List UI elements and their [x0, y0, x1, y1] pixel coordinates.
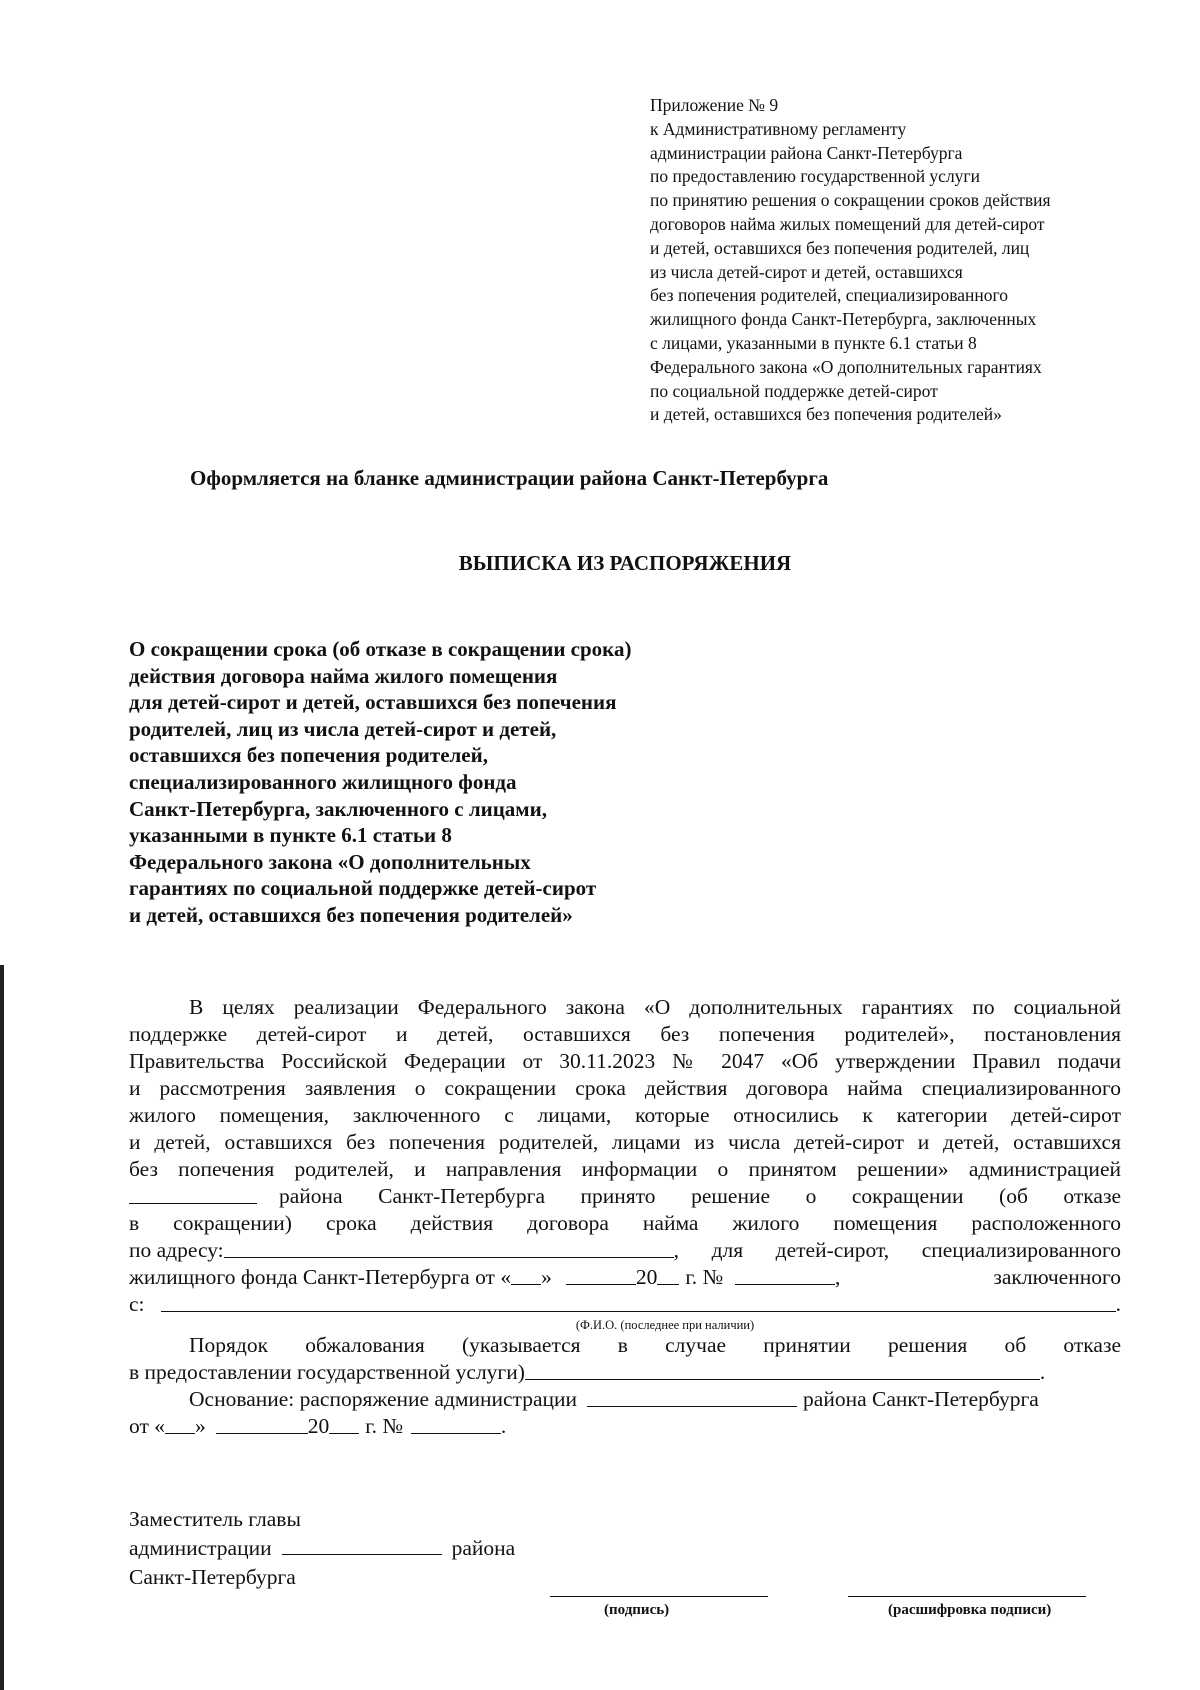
- order-number-blank[interactable]: [411, 1413, 501, 1434]
- order-day-blank[interactable]: [165, 1413, 195, 1434]
- signature-caption: (подпись): [604, 1602, 670, 1618]
- body-text: жилищного фонда Санкт-Петербурга от «: [129, 1265, 512, 1289]
- blank-note: Оформляется на бланке администрации района Санкт-Петербурга: [190, 466, 829, 490]
- body-line: в сокращении) срока действия договора найма жилого помещения расположенного: [129, 1211, 1121, 1235]
- body-line-with: [129, 1291, 1121, 1318]
- appendix-line: по принятию решения о сокращении сроков действия: [650, 190, 1051, 211]
- appendix-line: по предоставлению государственной услуги: [650, 166, 980, 187]
- subject-heading: [129, 636, 769, 929]
- appendix-line: Федерального закона «О дополнительных гарантиях: [650, 356, 1042, 377]
- signature-decode-caption: (расшифровка подписи): [888, 1602, 1052, 1618]
- body-text: г. №: [365, 1414, 403, 1438]
- body-line: Правительства Российской Федерации от 30.11.2023 № 2047 «Об утверждении Правил подачи: [129, 1049, 1121, 1073]
- body-text: »: [541, 1265, 552, 1289]
- body-line: Порядок обжалования (указывается в случае принятии решения об отказе: [189, 1333, 1121, 1357]
- subject-line: специализированного жилищного фонда: [129, 769, 517, 794]
- body-text: г. №: [685, 1265, 723, 1289]
- signer-block: [129, 1505, 589, 1592]
- fio-caption: (Ф.И.О. (последнее при наличии): [575, 1318, 755, 1332]
- signature-decode-line[interactable]: [848, 1596, 1086, 1597]
- body-text: 20: [635, 1265, 658, 1289]
- body-text: »: [195, 1414, 206, 1438]
- body-text: в предоставлении государственной услуги): [129, 1360, 525, 1384]
- subject-line: родителей, лиц из числа детей-сирот и детей,: [129, 716, 557, 741]
- appendix-line: жилищного фонда Санкт-Петербурга, заключенных: [650, 309, 1037, 330]
- body-text: .: [1115, 1292, 1121, 1316]
- appendix-line: к Административному регламенту: [650, 118, 907, 139]
- appeal-blank[interactable]: [525, 1359, 1040, 1380]
- subject-line: и детей, оставшихся без попечения родителей»: [129, 902, 573, 927]
- subject-line: гарантиях по социальной поддержке детей-сирот: [129, 876, 597, 901]
- subject-line: для детей-сирот и детей, оставшихся без попечения: [129, 690, 617, 715]
- body-line-address: [129, 1237, 1121, 1264]
- district-blank[interactable]: [129, 1183, 257, 1204]
- appendix-line: администрации района Санкт-Петербурга: [650, 142, 963, 163]
- body-line-district: [129, 1183, 1121, 1210]
- signature-line[interactable]: [550, 1596, 768, 1597]
- body-text: от «: [129, 1414, 165, 1438]
- document-title: ВЫПИСКА ИЗ РАСПОРЯЖЕНИЯ: [458, 551, 792, 575]
- signer-text: района: [451, 1536, 516, 1560]
- document-body: [129, 994, 1121, 1440]
- body-text: , для детей-сирот, специализированного: [673, 1238, 1121, 1262]
- subject-line: О сокращении срока (об отказе в сокращении срока): [129, 637, 632, 661]
- body-line: и рассмотрения заявления о сокращении срока действия договора найма специализированного: [129, 1076, 1121, 1100]
- appendix-line: и детей, оставшихся без попечения родителей, лиц: [650, 237, 1030, 258]
- appendix-line: и детей, оставшихся без попечения родителей»: [650, 404, 1002, 425]
- scan-edge-mark: [0, 965, 4, 1690]
- address-blank[interactable]: [224, 1237, 674, 1258]
- body-text: района Санкт-Петербурга: [803, 1387, 1039, 1411]
- body-line-date: [129, 1264, 1121, 1291]
- body-text: .: [1039, 1360, 1046, 1384]
- body-text: .: [500, 1414, 507, 1438]
- order-month-blank[interactable]: [216, 1413, 308, 1434]
- body-line: и детей, оставшихся без попечения родителей, лицами из числа детей-сирот и детей, оставшихся: [129, 1130, 1121, 1154]
- year-blank[interactable]: [657, 1264, 679, 1285]
- day-blank[interactable]: [511, 1264, 541, 1285]
- signer-district-blank[interactable]: [282, 1534, 442, 1555]
- subject-line: указанными в пункте 6.1 статьи 8: [129, 823, 452, 848]
- body-line-order-date: [129, 1413, 1121, 1440]
- appendix-line: Приложение № 9: [650, 95, 779, 115]
- month-blank[interactable]: [566, 1264, 636, 1285]
- appendix-line: с лицами, указанными в пункте 6.1 статьи 8: [650, 332, 977, 353]
- subject-line: Санкт-Петербурга, заключенного с лицами,: [129, 796, 547, 821]
- signer-position: Заместитель главы: [129, 1507, 301, 1531]
- body-line: жилого помещения, заключенного с лицами, которые относились к категории детей-сирот: [129, 1103, 1121, 1127]
- subject-line: оставшихся без попечения родителей,: [129, 743, 488, 768]
- body-line: В целях реализации Федерального закона «О дополнительных гарантиях по социальной: [189, 995, 1121, 1019]
- body-text: района Санкт-Петербурга принято решение о сокращении (об отказе: [279, 1184, 1121, 1208]
- body-text: по адресу:: [129, 1238, 224, 1262]
- signer-text: администрации: [129, 1536, 272, 1560]
- signer-line: [129, 1534, 589, 1563]
- appendix-line: без попечения родителей, специализированного: [650, 285, 1008, 306]
- appendix-line: из числа детей-сирот и детей, оставшихся: [650, 261, 963, 282]
- body-line-basis: [129, 1386, 1121, 1413]
- signer-city: Санкт-Петербурга: [129, 1565, 296, 1589]
- appendix-line: договоров найма жилых помещений для детей-сирот: [650, 213, 1045, 234]
- body-text: Основание: распоряжение администрации: [189, 1387, 578, 1411]
- body-text: , заключенного: [835, 1265, 1121, 1289]
- person-name-blank[interactable]: [161, 1291, 1116, 1312]
- order-year-blank[interactable]: [329, 1413, 359, 1434]
- body-line-appeal: [129, 1359, 1121, 1386]
- contract-number-blank[interactable]: [735, 1264, 835, 1285]
- appendix-line: по социальной поддержке детей-сирот: [650, 380, 938, 401]
- administration-blank[interactable]: [587, 1386, 797, 1407]
- body-text: 20: [307, 1414, 330, 1438]
- appendix-header: [650, 94, 1170, 427]
- body-text: с:: [129, 1292, 145, 1316]
- subject-line: Федерального закона «О дополнительных: [129, 849, 531, 874]
- subject-line: действия договора найма жилого помещения: [129, 663, 558, 688]
- body-line: поддержке детей-сирот и детей, оставшихся без попечения родителей», постановления: [129, 1022, 1121, 1046]
- body-line: без попечения родителей, и направления информации о принятом решении» администрацией: [129, 1157, 1121, 1181]
